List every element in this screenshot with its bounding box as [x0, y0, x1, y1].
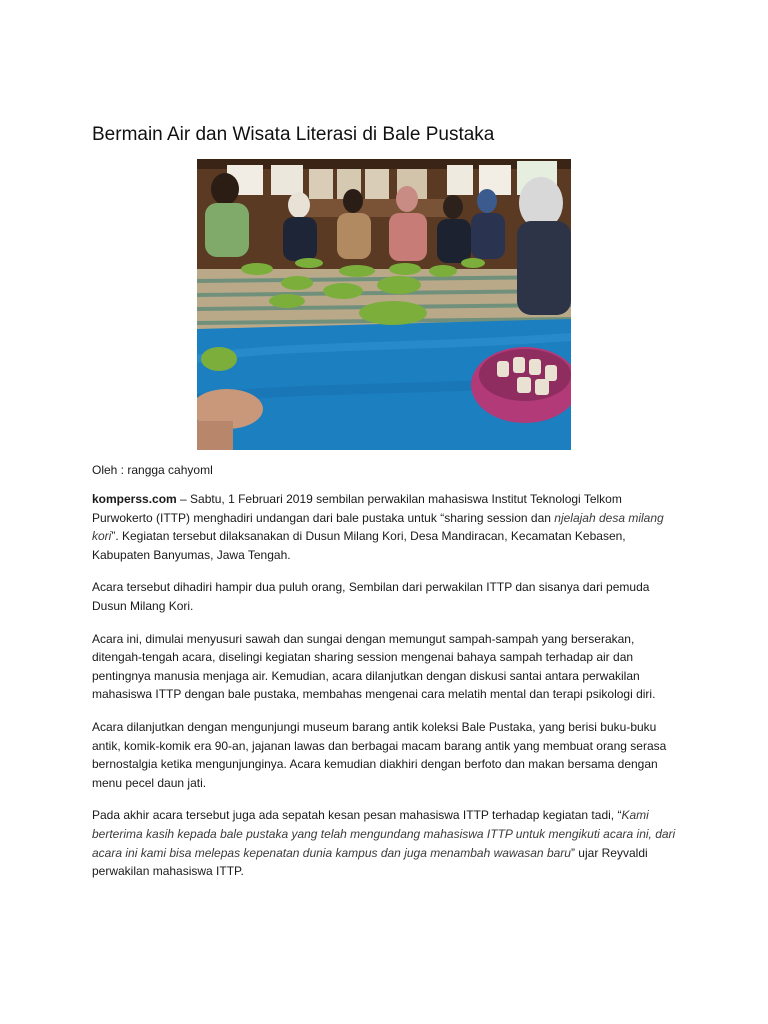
author-text: Oleh : rangga cahyoml	[92, 463, 213, 477]
paragraph-1-text-a: – Sabtu, 1 Februari 2019 sembilan perwakilan mahasiswa Institut Teknologi Telkom Purwokerto (ITTP) menghadiri undangan dari bale pustaka untuk “sharing session dan	[92, 492, 622, 525]
paragraph-1	[92, 490, 682, 564]
article-title: Bermain Air dan Wisata Literasi di Bale Pustaka	[92, 124, 495, 145]
paragraph-5	[92, 806, 682, 880]
article-photo	[197, 159, 571, 450]
paragraph-5-text-a: Pada akhir acara tersebut juga ada sepatah kesan pesan mahasiswa ITTP terhadap kegiatan tadi, “	[92, 808, 622, 823]
paragraph-3: Acara ini, dimulai menyusuri sawah dan sungai dengan memungut sampah-sampah yang berserakan, ditengah-tengah acara, diselingi kegiatan sharing session mengenai bahaya sampah terhadap air dan pentingnya manusia menjaga air. Kemudian, acara dilanjutkan dengan diskusi santai antara perwakilan mahasiswa ITTP dengan bale pustaka, membahas mengenai cara melatih mental dan terapi psikologi diri.	[92, 631, 656, 702]
source-link[interactable]: komperss.com	[92, 492, 177, 506]
paragraph-5-quote: Kami berterima kasih kepada bale pustaka yang telah mengundang mahasiswa ITTP untuk mengikuti acara ini, dari acara ini kami bisa melepas kepenatan dunia kampus dan juga menambah wawasan baru	[92, 808, 676, 860]
article-body	[92, 490, 682, 895]
paragraph-5-text-b: ” ujar Reyvaldi perwakilan mahasiswa ITTP.	[92, 845, 648, 879]
paragraph-1-text-b: ”. Kegiatan tersebut dilaksanakan di Dusun Milang Kori, Desa Mandiracan, Kecamatan Kebasen, Kabupaten Banyumas, Jawa Tengah.	[92, 529, 626, 562]
paragraph-1-italic: njelajah desa milang kori	[92, 510, 664, 544]
paragraph-2: Acara tersebut dihadiri hampir dua puluh orang, Sembilan dari perwakilan ITTP dan sisanya dari pemuda Dusun Milang Kori.	[92, 580, 650, 613]
author-line	[92, 461, 682, 494]
paragraph-4: Acara dilanjutkan dengan mengunjungi museum barang antik koleksi Bale Pustaka, yang berisi buku-buku antik, komik-komik era 90-an, jajanan lawas dan berbagai macam barang antik yang membuat orang serasa bernostalgia ketika mengunjunginya. Acara kemudian diakhiri dengan berfoto dan makan bersama dengan menu pecel daun jati.	[92, 719, 667, 790]
